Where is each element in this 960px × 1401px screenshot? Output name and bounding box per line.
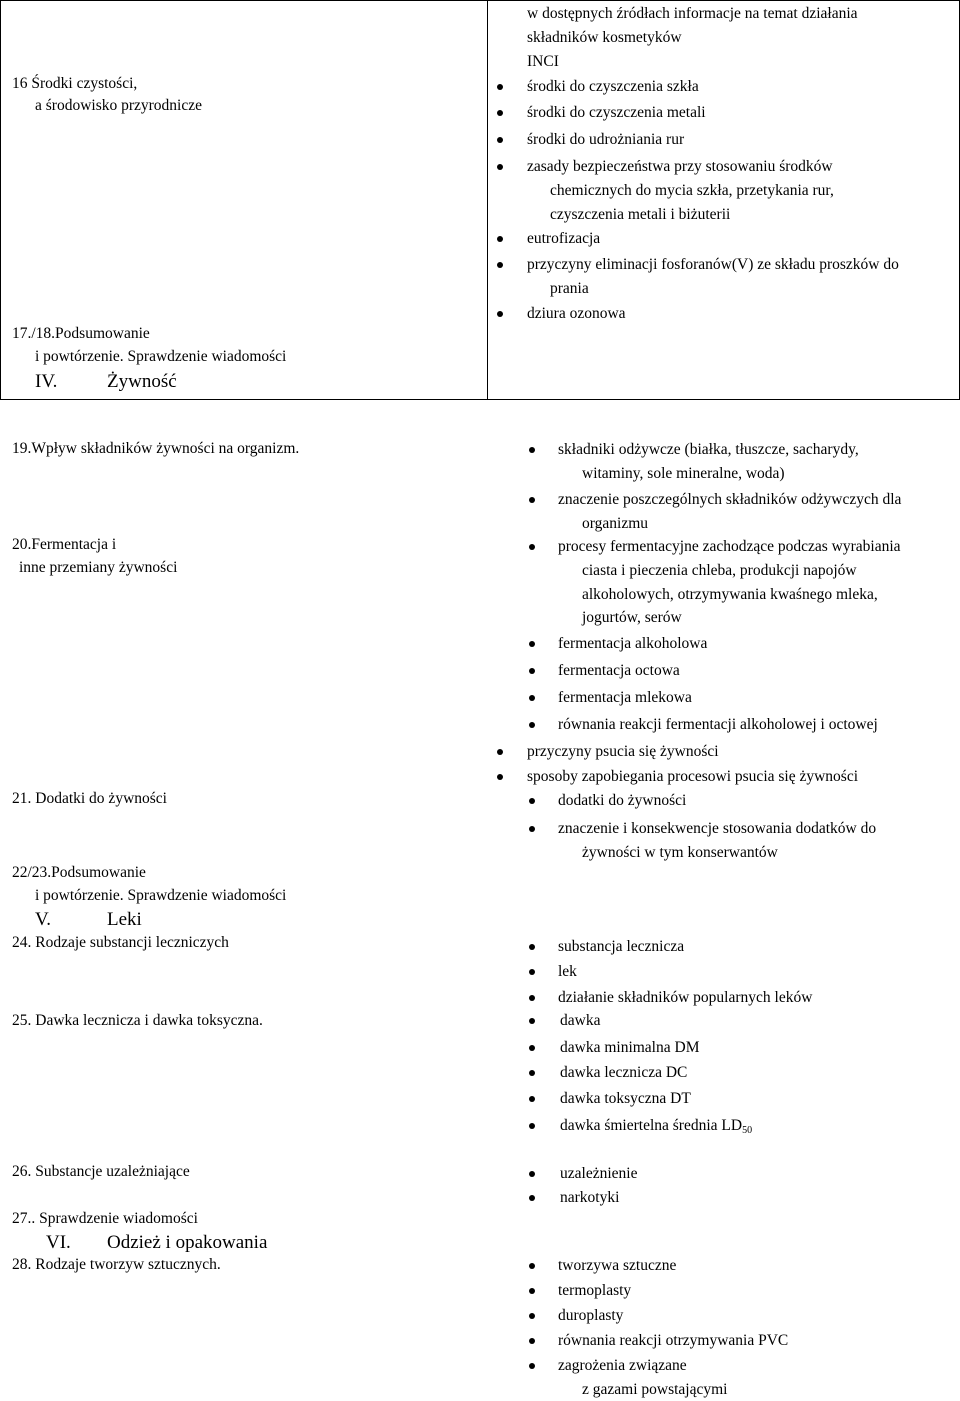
- list-item: dziura ozonowa: [527, 305, 626, 322]
- bullet-icon: [497, 110, 503, 116]
- section-vi-number: VI.: [46, 1232, 71, 1253]
- list-item: sposoby zapobiegania procesowi psucia się żywności: [527, 768, 859, 785]
- topic-16-title: 16 Środki czystości,: [12, 75, 138, 92]
- bullet-icon: [529, 1096, 535, 1102]
- bullet-icon: [497, 84, 503, 90]
- intro-text-line1: w dostępnych źródłach informacje na temat działania: [527, 5, 858, 22]
- section-vi-title: Odzież i opakowania: [107, 1232, 268, 1253]
- bullet-icon: [529, 995, 535, 1001]
- table-border-left: [0, 0, 1, 400]
- bullet-icon: [529, 944, 535, 950]
- bullet-icon: [529, 798, 535, 804]
- list-item-continuation: jogurtów, serów: [582, 609, 682, 626]
- list-item: składniki odżywcze (białka, tłuszcze, sacharydy,: [558, 441, 859, 458]
- bullet-icon: [529, 1070, 535, 1076]
- topic-17-18-subtitle: i powtórzenie. Sprawdzenie wiadomości: [35, 348, 287, 365]
- table-column-divider: [487, 0, 488, 400]
- bullet-icon: [529, 1263, 535, 1269]
- list-item: dawka: [560, 1012, 601, 1029]
- bullet-icon: [529, 641, 535, 647]
- list-item-continuation: chemicznych do mycia szkła, przetykania rur,: [550, 182, 834, 199]
- list-item: dawka toksyczna DT: [560, 1090, 691, 1107]
- list-item: lek: [558, 963, 577, 980]
- section-iv-title: Żywność: [107, 371, 177, 392]
- bullet-icon: [529, 1363, 535, 1369]
- bullet-icon: [529, 826, 535, 832]
- bullet-icon: [497, 262, 503, 268]
- bullet-icon: [529, 1018, 535, 1024]
- topic-19-title: 19.Wpływ składników żywności na organizm.: [12, 440, 300, 457]
- list-item: równania reakcji otrzymywania PVC: [558, 1332, 789, 1349]
- bullet-icon: [529, 969, 535, 975]
- topic-16-subtitle: a środowisko przyrodnicze: [35, 97, 203, 114]
- list-item: przyczyny psucia się żywności: [527, 743, 719, 760]
- list-item: substancja lecznicza: [558, 938, 685, 955]
- list-item-continuation: prania: [550, 280, 589, 297]
- table-border-bottom: [0, 399, 960, 400]
- list-item: narkotyki: [560, 1189, 620, 1206]
- bullet-icon: [529, 447, 535, 453]
- list-item: środki do czyszczenia metali: [527, 104, 706, 121]
- list-item: uzależnienie: [560, 1165, 638, 1182]
- list-item-continuation: czyszczenia metali i biżuterii: [550, 206, 731, 223]
- list-item: duroplasty: [558, 1307, 624, 1324]
- list-item: znaczenie i konsekwencje stosowania dodatków do: [558, 820, 877, 837]
- bullet-icon: [529, 1338, 535, 1344]
- list-item: środki do czyszczenia szkła: [527, 78, 699, 95]
- topic-22-23-title: 22/23.Podsumowanie: [12, 864, 146, 881]
- bullet-icon: [497, 236, 503, 242]
- list-item: zasady bezpieczeństwa przy stosowaniu środków: [527, 158, 833, 175]
- list-item: dodatki do żywności: [558, 792, 687, 809]
- topic-24-title: 24. Rodzaje substancji leczniczych: [12, 934, 229, 951]
- bullet-icon: [497, 164, 503, 170]
- list-item: dawka minimalna DM: [560, 1039, 700, 1056]
- list-item-continuation: ciasta i pieczenia chleba, produkcji napojów: [582, 562, 857, 579]
- bullet-icon: [497, 137, 503, 143]
- topic-20-title: 20.Fermentacja i: [12, 536, 117, 553]
- list-item: środki do udrożniania rur: [527, 131, 685, 148]
- list-item: [560, 1117, 752, 1137]
- list-item: równania reakcji fermentacji alkoholowej i octowej: [558, 716, 878, 733]
- list-item: tworzywa sztuczne: [558, 1257, 677, 1274]
- topic-28-title: 28. Rodzaje tworzyw sztucznych.: [12, 1256, 221, 1273]
- list-item-continuation: witaminy, sole mineralne, woda): [582, 465, 785, 482]
- bullet-icon: [497, 311, 503, 317]
- dose-ld-subscript: 50: [742, 1125, 753, 1136]
- section-iv-number: IV.: [35, 371, 58, 392]
- intro-text-line2: składników kosmetyków: [527, 29, 682, 46]
- list-item: fermentacja octowa: [558, 662, 680, 679]
- bullet-icon: [497, 749, 503, 755]
- list-item: zagrożenia związane: [558, 1357, 687, 1374]
- table-border-top: [0, 0, 960, 1]
- bullet-icon: [529, 722, 535, 728]
- bullet-icon: [529, 1171, 535, 1177]
- bullet-icon: [497, 774, 503, 780]
- list-item: działanie składników popularnych leków: [558, 989, 813, 1006]
- bullet-icon: [529, 544, 535, 550]
- bullet-icon: [529, 1123, 535, 1129]
- list-item-continuation: z gazami powstającymi: [582, 1381, 728, 1398]
- bullet-icon: [529, 1045, 535, 1051]
- bullet-icon: [529, 695, 535, 701]
- list-item: eutrofizacja: [527, 230, 601, 247]
- topic-25-title: 25. Dawka lecznicza i dawka toksyczna.: [12, 1012, 263, 1029]
- topic-22-23-subtitle: i powtórzenie. Sprawdzenie wiadomości: [35, 887, 287, 904]
- topic-27-title: 27.. Sprawdzenie wiadomości: [12, 1210, 198, 1227]
- inci-label: INCI: [527, 53, 559, 70]
- list-item: przyczyny eliminacji fosforanów(V) ze składu proszków do: [527, 256, 899, 273]
- bullet-icon: [529, 1313, 535, 1319]
- topic-20-subtitle: inne przemiany żywności: [19, 559, 178, 576]
- list-item: procesy fermentacyjne zachodzące podczas wyrabiania: [558, 538, 901, 555]
- bullet-icon: [529, 1288, 535, 1294]
- topic-21-title: 21. Dodatki do żywności: [12, 790, 167, 807]
- list-item: dawka lecznicza DC: [560, 1064, 688, 1081]
- section-v-title: Leki: [107, 909, 142, 930]
- list-item-continuation: żywności w tym konserwantów: [582, 844, 778, 861]
- bullet-icon: [529, 497, 535, 503]
- section-v-number: V.: [35, 909, 52, 930]
- topic-26-title: 26. Substancje uzależniające: [12, 1163, 190, 1180]
- bullet-icon: [529, 1195, 535, 1201]
- list-item: fermentacja alkoholowa: [558, 635, 708, 652]
- bullet-icon: [529, 668, 535, 674]
- list-item: fermentacja mlekowa: [558, 689, 692, 706]
- list-item-continuation: organizmu: [582, 515, 649, 532]
- list-item: termoplasty: [558, 1282, 632, 1299]
- dose-ld-label: dawka śmiertelna średnia LD: [560, 1117, 743, 1134]
- topic-17-18-title: 17./18.Podsumowanie: [12, 325, 150, 342]
- list-item-continuation: alkoholowych, otrzymywania kwaśnego mleka,: [582, 586, 878, 603]
- list-item: znaczenie poszczególnych składników odżywczych dla: [558, 491, 902, 508]
